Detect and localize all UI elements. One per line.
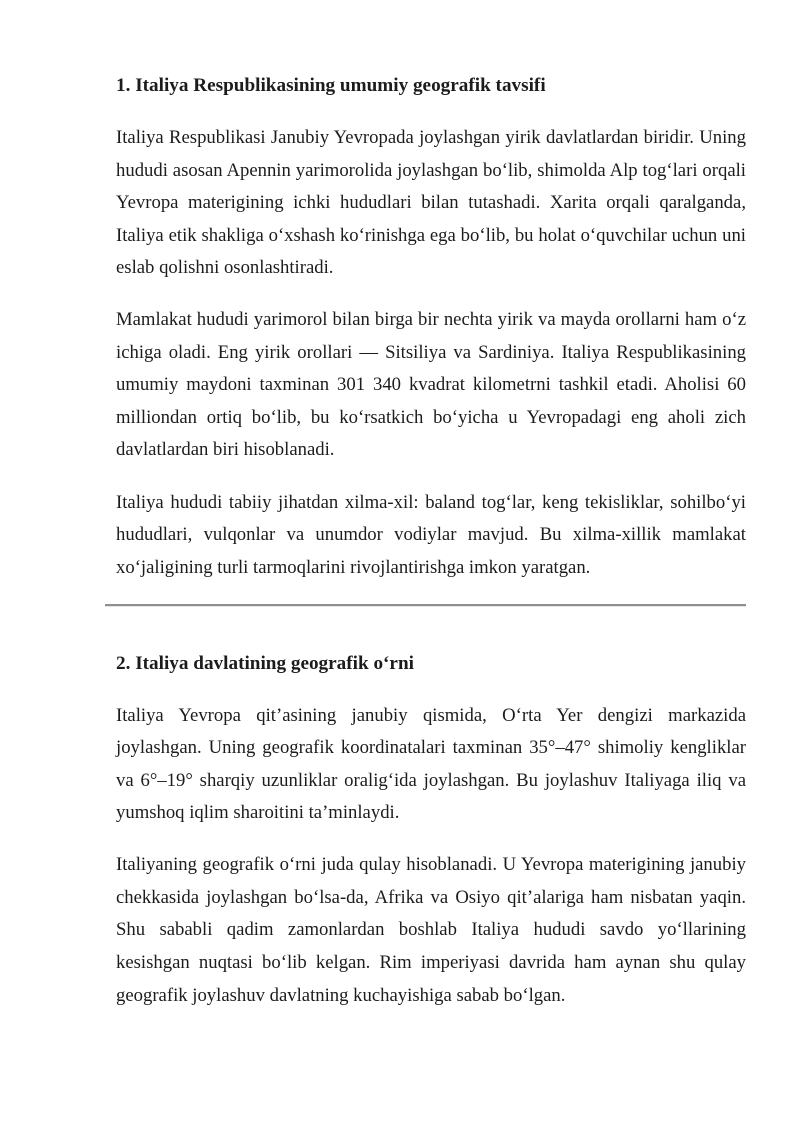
section-2-paragraph-2: Italiyaning geografik o‘rni juda qulay hisoblanadi. U Yevropa materigining janubiy chekkasida joylashgan bo‘lsa-da, Afrika va Osiyo qit’alariga ham nisbatan yaqin. Shu sababli qadim zamonlardan boshlab Italiya hududi savdo yo‘llarining kesishgan nuqtasi bo‘lib kelgan. Rim imperiyasi davrida ham aynan shu qulay geografik joylashuv davlatning kuchayishiga sabab bo‘lgan. (116, 854, 746, 1006)
section-1-paragraph-3: Italiya hududi tabiiy jihatdan xilma-xil: baland tog‘lar, keng tekisliklar, sohilbo‘yi hududlari, vulqonlar va unumdor vodiylar mavjud. Bu xilma-xillik mamlakat xo‘jaligining turli tarmoqlarini rivojlantirishga imkon yaratgan. (116, 491, 746, 578)
section-general-overview (116, 70, 746, 584)
section-2-paragraph-1: Italiya Yevropa qit’asining janubiy qismida, O‘rta Yer dengizi markazida joylashgan. Uning geografik koordinatalari taxminan 35°–47° shimoliy kengliklar va 6°–19° sharqiy uzunliklar oralig‘ida joylashgan. Bu joylashuv Italiyaga iliq va yumshoq iqlim sharoitini ta’minlaydi. (116, 704, 746, 824)
section-1-paragraph-2: Mamlakat hududi yarimorol bilan birga bir nechta yirik va mayda orollarni ham o‘z ichiga oladi. Eng yirik orollari — Sitsiliya va Sardiniya. Italiya Respublikasining umumiy maydoni taxminan 301 340 kvadrat kilometrni tashkil etadi. Aholisi 60 milliondan ortiq bo‘lib, bu ko‘rsatkich bo‘yicha u Yevropadagi eng aholi zich davlatlardan biri hisoblanadi. (116, 309, 746, 461)
section-1-heading: 1. Italiya Respublikasining umumiy geografik tavsifi (116, 75, 546, 96)
section-1-paragraph-1: Italiya Respublikasi Janubiy Yevropada joylashgan yirik davlatlardan biridir. Uning hududi asosan Apennin yarimorolida joylashgan bo‘lib, shimolda Alp tog‘lari orqali Yevropa materigining ichki hududlari bilan tutashadi. Xarita orqali qaralganda, Italiya etik shakliga o‘xshash ko‘rinishga ega bo‘lib, bu holat o‘quvchilar uchun uni eslab qolishni osonlashtiradi. (116, 127, 746, 279)
section-2-heading: 2. Italiya davlatining geografik o‘rni (116, 652, 414, 674)
section-geographic-position (116, 648, 746, 1012)
section-divider (105, 604, 746, 606)
